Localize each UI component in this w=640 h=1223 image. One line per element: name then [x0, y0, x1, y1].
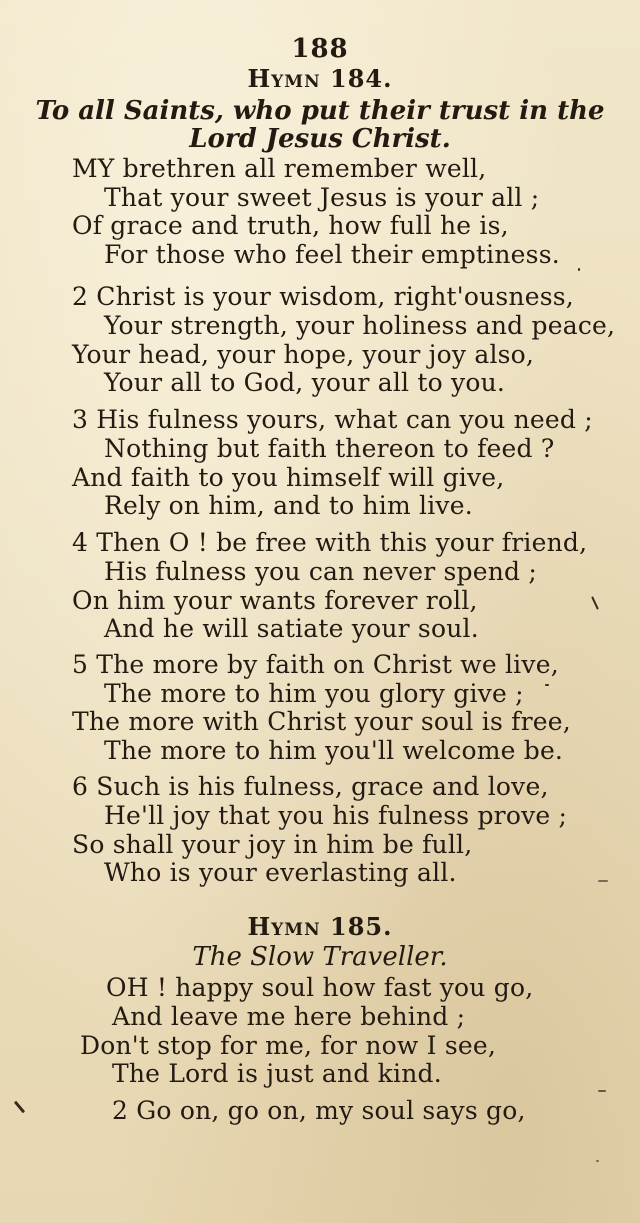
paper-speck [596, 1160, 599, 1162]
page-number: 188 [291, 34, 349, 64]
hymn-184-stanza-3-line-1: 3 His fulness yours, what can you need ; [72, 405, 593, 434]
hymn-184-stanza-4-line-2: His fulness you can never spend ; [104, 557, 538, 586]
hymn-184-stanza-4-line-4: And he will satiate your soul. [104, 614, 479, 643]
hymn-184-stanza-6-line-3: So shall your joy in him be full, [72, 830, 473, 859]
hymn-184-stanza-1-line-1: MY brethren all remember well, [72, 154, 487, 183]
hymn-185-subtitle: The Slow Traveller. [192, 942, 448, 972]
hymn-184-stanza-2-line-3: Your head, your hope, your joy also, [72, 340, 535, 369]
paper-speck [598, 1090, 606, 1092]
hymn-184-stanza-2-line-1: 2 Christ is your wisdom, right'ousness, [72, 282, 574, 311]
paper-speck [591, 596, 599, 610]
paper-speck [14, 1101, 25, 1114]
hymn-185-stanza-1-line-1: OH ! happy soul how fast you go, [106, 973, 534, 1002]
hymn-185-stanza-2-line-1: 2 Go on, go on, my soul says go, [112, 1096, 526, 1125]
hymn-184-stanza-2-line-4: Your all to God, your all to you. [104, 368, 506, 397]
hymn-184-stanza-5-line-4: The more to him you'll welcome be. [104, 736, 564, 765]
hymn-185-stanza-1-line-4: The Lord is just and kind. [112, 1059, 442, 1088]
paper-speck [578, 268, 580, 271]
hymn-184-stanza-2-line-2: Your strength, your holiness and peace, [104, 311, 616, 340]
hymn-184-title: Hymn 184. [247, 64, 393, 93]
hymn-184-stanza-6-line-4: Who is your everlasting all. [104, 858, 457, 887]
hymn-184-stanza-6-line-2: He'll joy that you his fulness prove ; [104, 801, 568, 830]
paper-speck [545, 684, 549, 686]
hymn-184-stanza-3-line-2: Nothing but faith thereon to feed ? [104, 434, 555, 463]
hymn-185-stanza-1-line-3: Don't stop for me, for now I see, [80, 1031, 497, 1060]
hymn-184-stanza-4-line-1: 4 Then O ! be free with this your friend, [72, 528, 588, 557]
hymn-184-stanza-5-line-2: The more to him you glory give ; [104, 679, 524, 708]
hymn-185-stanza-1-line-2: And leave me here behind ; [112, 1002, 466, 1031]
hymn-184-stanza-5-line-1: 5 The more by faith on Christ we live, [72, 650, 559, 679]
hymn-184-stanza-1-line-2: That your sweet Jesus is your all ; [104, 183, 540, 212]
hymn-184-subtitle-line-2: Lord Jesus Christ. [189, 124, 451, 154]
hymn-184-stanza-4-line-3: On him your wants forever roll, [72, 586, 478, 615]
hymn-184-stanza-3-line-4: Rely on him, and to him live. [104, 491, 473, 520]
hymn-184-stanza-1-line-4: For those who feel their emptiness. [104, 240, 560, 269]
hymn-184-subtitle-line-1: To all Saints, who put their trust in the [35, 96, 605, 126]
hymn-185-title: Hymn 185. [247, 912, 393, 941]
hymn-184-stanza-6-line-1: 6 Such is his fulness, grace and love, [72, 772, 549, 801]
hymn-184-stanza-3-line-3: And faith to you himself will give, [72, 463, 505, 492]
hymn-184-stanza-5-line-3: The more with Christ your soul is free, [72, 707, 571, 736]
hymn-184-stanza-1-line-3: Of grace and truth, how full he is, [72, 211, 509, 240]
paper-speck [598, 880, 608, 882]
